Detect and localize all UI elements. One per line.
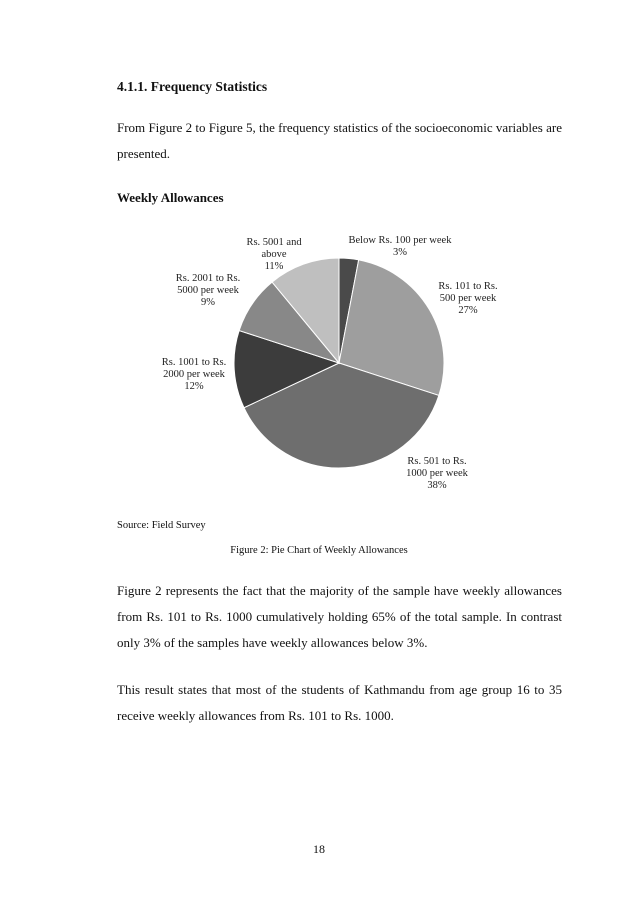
- pie-slice-label: Below Rs. 100 per week 3%: [348, 235, 452, 258]
- pie-slice-label: Rs. 2001 to Rs. 5000 per week 9%: [175, 273, 241, 308]
- pie-slice-label: Rs. 1001 to Rs. 2000 per week 12%: [161, 357, 227, 392]
- pie-chart: [130, 228, 510, 508]
- chart-title: Weekly Allowances: [117, 190, 224, 205]
- paragraph-conclusion: This result states that most of the students of Kathmandu from age group 16 to 35 receive weekly allowances from Rs. 101 to Rs. 1000.: [117, 682, 562, 723]
- source-note: Source: Field Survey: [117, 520, 206, 531]
- page-number: 18: [313, 842, 325, 856]
- pie-slice-label: Rs. 501 to Rs. 1000 per week 38%: [406, 456, 468, 491]
- paragraph-analysis: Figure 2 represents the fact that the majority of the sample have weekly allowances from Rs. 101 to Rs. 1000 cumulatively holding 65% of the total sample. In contrast only 3% of the samples have weekly allowances below 3%.: [117, 583, 562, 650]
- section-heading: 4.1.1. Frequency Statistics: [117, 79, 268, 94]
- pie-slice-label: Rs. 5001 and above 11%: [246, 237, 302, 272]
- intro-paragraph: From Figure 2 to Figure 5, the frequency statistics of the socioeconomic variables are presented.: [117, 120, 562, 161]
- figure-caption: Figure 2: Pie Chart of Weekly Allowances: [230, 545, 408, 556]
- pie-slice-label: Rs. 101 to Rs. 500 per week 27%: [438, 281, 498, 316]
